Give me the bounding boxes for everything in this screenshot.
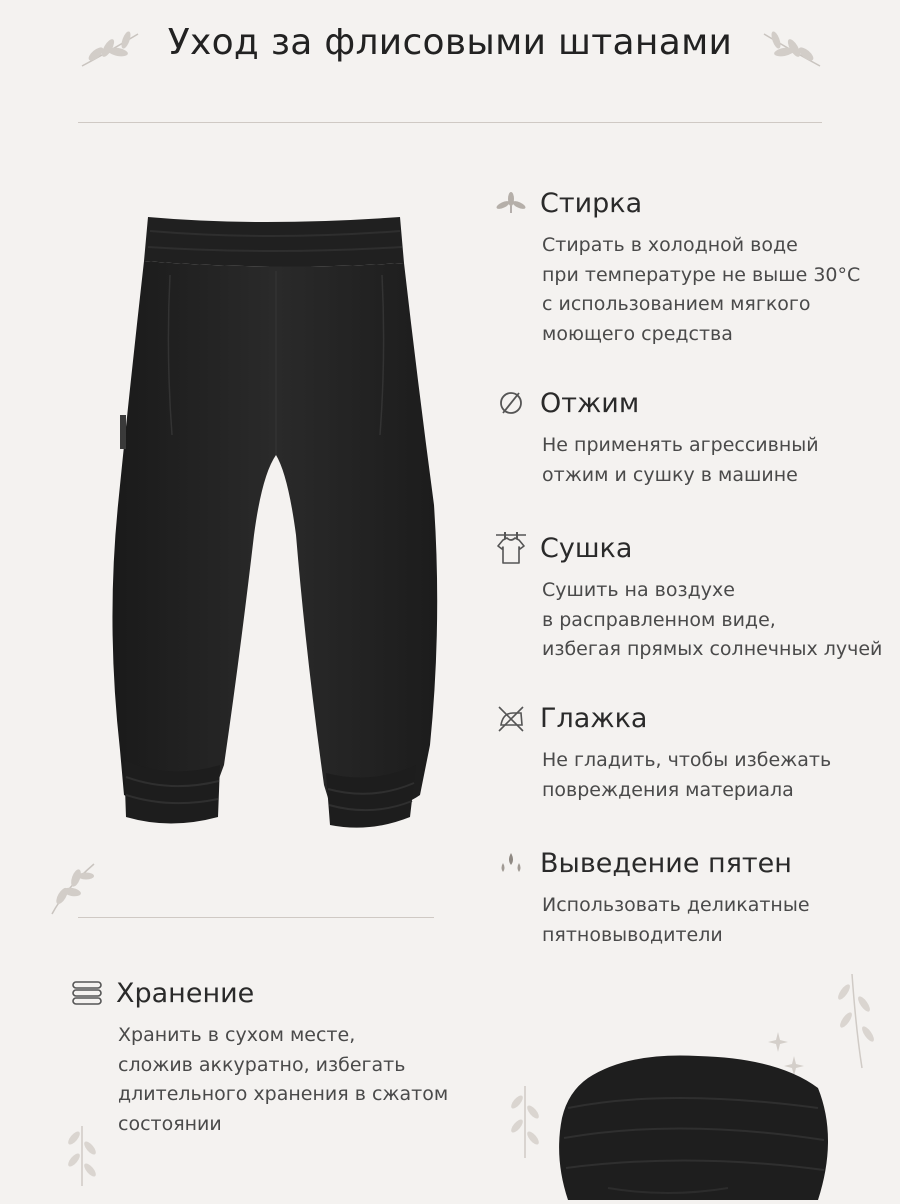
wash-heading: Стирка [540, 187, 643, 219]
storage-heading: Хранение [116, 977, 255, 1009]
stains-line: Использовать деликатные [542, 894, 810, 916]
dry-heading: Сушка [540, 532, 633, 564]
folded-pants-image [548, 1048, 838, 1204]
stains-heading: Выведение пятен [540, 847, 792, 879]
leaf-sprig-icon [494, 186, 528, 220]
dry-line: Сушить на воздухе [542, 579, 735, 601]
iron-heading: Глажка [540, 702, 648, 734]
iron-line: повреждения материала [542, 778, 794, 801]
page-title: Уход за флисовыми штанами [167, 22, 733, 63]
wash-line: с использованием мягкого [542, 293, 811, 315]
section-dry [494, 528, 894, 665]
spin-line: Не применять агрессивный [542, 434, 819, 456]
no-spin-icon [494, 386, 528, 420]
leaf-branch-bottom-left-icon [52, 1118, 112, 1188]
pants-image [100, 205, 440, 849]
divider-top [78, 122, 822, 123]
no-iron-icon [494, 701, 528, 735]
leaf-branch-mid-icon [42, 858, 102, 918]
leaf-branch-right-icon [760, 28, 824, 72]
leaf-branch-left-icon [78, 28, 142, 72]
wash-line: Стирать в холодной воде [542, 234, 798, 256]
storage-line: Хранить в сухом месте, [118, 1024, 356, 1046]
section-storage [70, 973, 490, 1139]
wash-line: при температуре не выше 30°С [542, 263, 861, 286]
section-spin [494, 383, 894, 490]
spin-line: отжим и сушку в машине [542, 463, 798, 486]
wash-line: моющего средства [542, 322, 733, 345]
storage-line: сложив аккуратно, избегать [118, 1053, 406, 1076]
stains-line: пятновыводители [542, 923, 723, 946]
spin-heading: Отжим [540, 387, 640, 419]
divider-middle [78, 917, 434, 918]
section-wash [494, 183, 894, 349]
iron-line: Не гладить, чтобы избежать [542, 749, 832, 771]
folded-stack-icon [70, 976, 104, 1010]
leaf-branch-bottom-mid-icon [500, 1080, 550, 1160]
dry-line: избегая прямых солнечных лучей [542, 638, 883, 660]
section-stains [494, 843, 894, 950]
dry-line: в расправленном виде, [542, 608, 776, 631]
drops-icon [494, 846, 528, 880]
storage-line: длительного хранения в сжатом [118, 1083, 449, 1105]
storage-line: состоянии [118, 1112, 222, 1135]
tshirt-hanging-icon [494, 531, 528, 565]
section-iron [494, 698, 894, 805]
